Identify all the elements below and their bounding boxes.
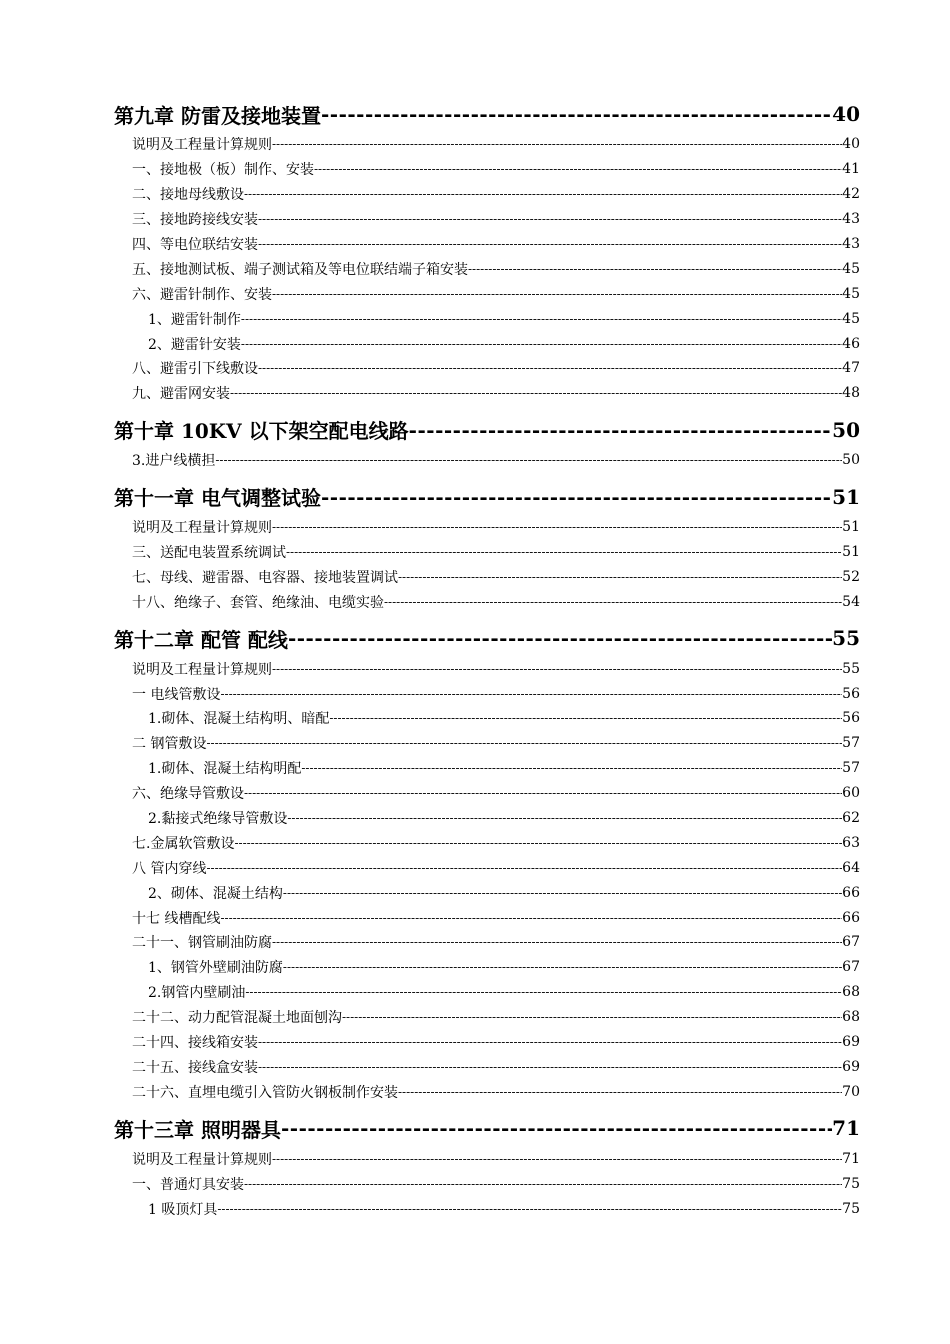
entry-title: 二十六、直埋电缆引入管防火钢板制作安装 [132,1084,398,1101]
toc-entry-row[interactable] [114,905,860,930]
entry-title: 十八、绝缘子、套管、绝缘油、电缆实验 [132,594,384,611]
entry-title: 说明及工程量计算规则 [132,1151,272,1168]
chapter-title: 第十章 10KV 以下架空配电线路 [114,419,409,444]
entry-title: 1、避雷针制作 [148,311,241,328]
toc-entry-row[interactable] [114,331,860,356]
dot-leader [329,711,842,725]
toc-chapter-row[interactable] [114,96,860,132]
entry-title: 说明及工程量计算规则 [132,520,272,537]
toc-entry-row[interactable] [114,781,860,806]
entry-title: 六、绝缘导管敷设 [132,786,244,803]
dot-leader [272,287,842,301]
toc-entry-row[interactable] [114,930,860,955]
entry-title: 说明及工程量计算规则 [132,137,272,154]
dot-leader [241,337,842,351]
page-number: 40 [842,136,860,153]
toc-chapter-row[interactable] [114,620,860,656]
toc-entry-row[interactable] [114,955,860,980]
dot-leader [283,886,842,900]
toc-entry-row[interactable] [114,681,860,706]
entry-title: 2、砌体、混凝土结构 [148,885,283,902]
toc-entry-row[interactable] [114,731,860,756]
page-number: 40 [832,102,860,126]
toc-entry-row[interactable] [114,157,860,182]
dot-leader [321,485,832,509]
dot-leader [206,861,842,875]
dot-leader [215,453,842,467]
entry-title: 五、接地测试板、端子测试箱及等电位联结端子箱安装 [132,261,468,278]
dot-leader [398,1085,842,1099]
page-number: 70 [842,1083,860,1100]
toc-chapter-row[interactable] [114,412,860,448]
entry-title: 七、母线、避雷器、电容器、接地装置调试 [132,569,398,586]
dot-leader [234,836,842,850]
entry-title: 八、避雷引下线敷设 [132,361,258,378]
page-number: 71 [842,1150,860,1167]
toc-entry-row[interactable] [114,515,860,540]
dot-leader [220,687,842,701]
entry-title: 1 吸顶灯具 [148,1201,218,1218]
chapter-title: 第十一章 电气调整试验 [114,486,321,511]
page-number: 56 [842,685,860,702]
page-number: 41 [842,161,860,178]
page-number: 55 [842,660,860,677]
page-number: 64 [842,859,860,876]
entry-title: 九、避雷网安装 [132,386,230,403]
dot-leader [342,1010,842,1024]
toc-entry-row[interactable] [114,1005,860,1030]
page-number: 43 [842,236,860,252]
dot-leader [258,1035,842,1049]
entry-title: 2、避雷针安装 [148,336,241,353]
page-number: 46 [842,335,860,352]
page-number: 69 [842,1058,860,1075]
toc-entry-row[interactable] [114,306,860,331]
entry-title: 四、等电位联结安装 [132,237,258,253]
dot-leader [272,935,842,949]
dot-leader [468,262,842,276]
toc-entry-row[interactable] [114,980,860,1005]
toc-entry-row[interactable] [114,1146,860,1171]
page-number: 45 [842,310,860,327]
entry-title: 1、钢管外壁刷油防腐 [148,960,283,977]
page-number: 50 [832,417,860,442]
page-number: 51 [832,484,860,509]
dot-leader [244,786,842,800]
dot-leader [286,545,842,559]
dot-leader [230,386,842,400]
page-number: 75 [842,1175,860,1192]
toc-entry-row[interactable] [114,1030,860,1055]
page-number: 69 [842,1034,860,1051]
chapter-title: 第十二章 配管 配线 [114,627,288,652]
page-number: 50 [842,452,860,469]
page-number: 67 [842,959,860,976]
toc-entry-row[interactable] [114,256,860,281]
entry-title: 1.砌体、混凝土结构明、暗配 [148,711,330,728]
dot-leader [244,187,842,201]
toc-chapter-row[interactable] [114,479,860,515]
page-number: 55 [832,626,860,651]
page-number: 68 [842,1009,860,1026]
entry-title: 一、普通灯具安装 [132,1176,244,1193]
entry-title: 1.砌体、混凝土结构明配 [148,761,302,778]
entry-title: 二十二、动力配管混凝土地面刨沟 [132,1010,342,1027]
dot-leader [272,137,842,151]
toc-entry-row[interactable] [114,182,860,207]
page-number: 57 [842,735,860,752]
page-number: 52 [842,568,860,585]
dot-leader [272,1152,842,1166]
page-number: 71 [832,1116,860,1141]
page-number: 66 [842,909,860,926]
dot-leader [288,626,832,650]
dot-leader [398,570,842,584]
page-number: 43 [842,211,860,228]
toc-entry-row[interactable] [114,540,860,565]
toc-entry-row[interactable] [114,1171,860,1196]
toc-entry-row[interactable] [114,132,860,157]
dot-leader [272,520,842,534]
page-number: 62 [842,810,860,827]
entry-title: 二 钢管敷设 [132,736,207,753]
page-number: 42 [842,186,860,203]
page-number: 67 [842,934,860,951]
entry-title: 七.金属软管敷设 [132,835,235,852]
entry-title: 3.进户线横担 [132,453,216,470]
entry-title: 说明及工程量计算规则 [132,661,272,678]
dot-leader [258,212,842,226]
toc-entry-row[interactable] [114,281,860,306]
dot-leader [409,418,832,442]
toc-entry-row[interactable] [114,232,860,257]
dot-leader [283,960,842,974]
page-number: 68 [842,984,860,1001]
entry-title: 一 电线管敷设 [132,686,221,703]
toc-entry-row[interactable] [114,564,860,589]
toc-entry-row[interactable] [114,830,860,855]
entry-title: 2.黏接式绝缘导管敷设 [148,811,288,828]
page-number: 47 [842,360,860,377]
dot-leader [314,162,842,176]
page-number: 51 [842,544,860,561]
toc-chapter-row[interactable] [114,1110,860,1146]
toc-entry-row[interactable] [114,381,860,406]
page-number: 60 [842,785,860,802]
page-number: 51 [842,519,860,536]
toc-entry-row[interactable] [114,1196,860,1221]
page-number: 56 [842,710,860,727]
toc-entry-row[interactable] [114,1055,860,1080]
dot-leader [301,761,842,775]
dot-leader [206,736,842,750]
page-number: 45 [842,260,860,277]
toc-entry-row[interactable] [114,806,860,831]
dot-leader [241,312,842,326]
entry-title: 一、接地极（板）制作、安装 [132,162,314,179]
page-number: 54 [842,593,860,610]
dot-leader [220,911,842,925]
entry-title: 二十一、钢管刷油防腐 [132,935,272,952]
dot-leader [244,1177,842,1191]
dot-leader [384,595,842,609]
dot-leader [258,361,842,375]
dot-leader [281,1116,832,1140]
entry-title: 2.钢管内壁刷油 [148,985,246,1002]
dot-leader [258,1060,842,1074]
toc-entry-row[interactable] [114,855,860,880]
toc-entry-row[interactable] [114,1079,860,1104]
toc-entry-row[interactable] [114,756,860,781]
dot-leader [258,237,842,251]
entry-title: 三、接地跨接线安装 [132,212,258,229]
entry-title: 三、送配电装置系统调试 [132,545,286,562]
table-of-contents [114,96,860,1221]
page-number: 45 [842,285,860,302]
dot-leader [272,662,842,676]
page-number: 48 [842,385,860,402]
chapter-title: 第九章 防雷及接地装置 [114,103,321,128]
entry-title: 八 管内穿线 [132,860,207,877]
toc-entry-row[interactable] [114,880,860,905]
toc-entry-row[interactable] [114,706,860,731]
page-number: 66 [842,884,860,901]
chapter-title: 第十三章 照明器具 [114,1117,281,1142]
toc-entry-row[interactable] [114,656,860,681]
dot-leader [321,102,832,126]
dot-leader [287,811,842,825]
page-number: 75 [842,1200,860,1217]
page-number: 63 [842,834,860,851]
entry-title: 二十四、接线箱安装 [132,1035,258,1052]
toc-entry-row[interactable] [114,207,860,232]
entry-title: 六、避雷针制作、安装 [132,286,272,303]
toc-entry-row[interactable] [114,356,860,381]
dot-leader [245,985,842,999]
page-number: 57 [842,760,860,777]
toc-entry-row[interactable] [114,589,860,614]
entry-title: 十七 线槽配线 [132,910,221,927]
entry-title: 二十五、接线盒安装 [132,1059,258,1076]
entry-title: 二、接地母线敷设 [132,187,244,204]
toc-entry-row[interactable] [114,448,860,473]
dot-leader [217,1202,842,1216]
